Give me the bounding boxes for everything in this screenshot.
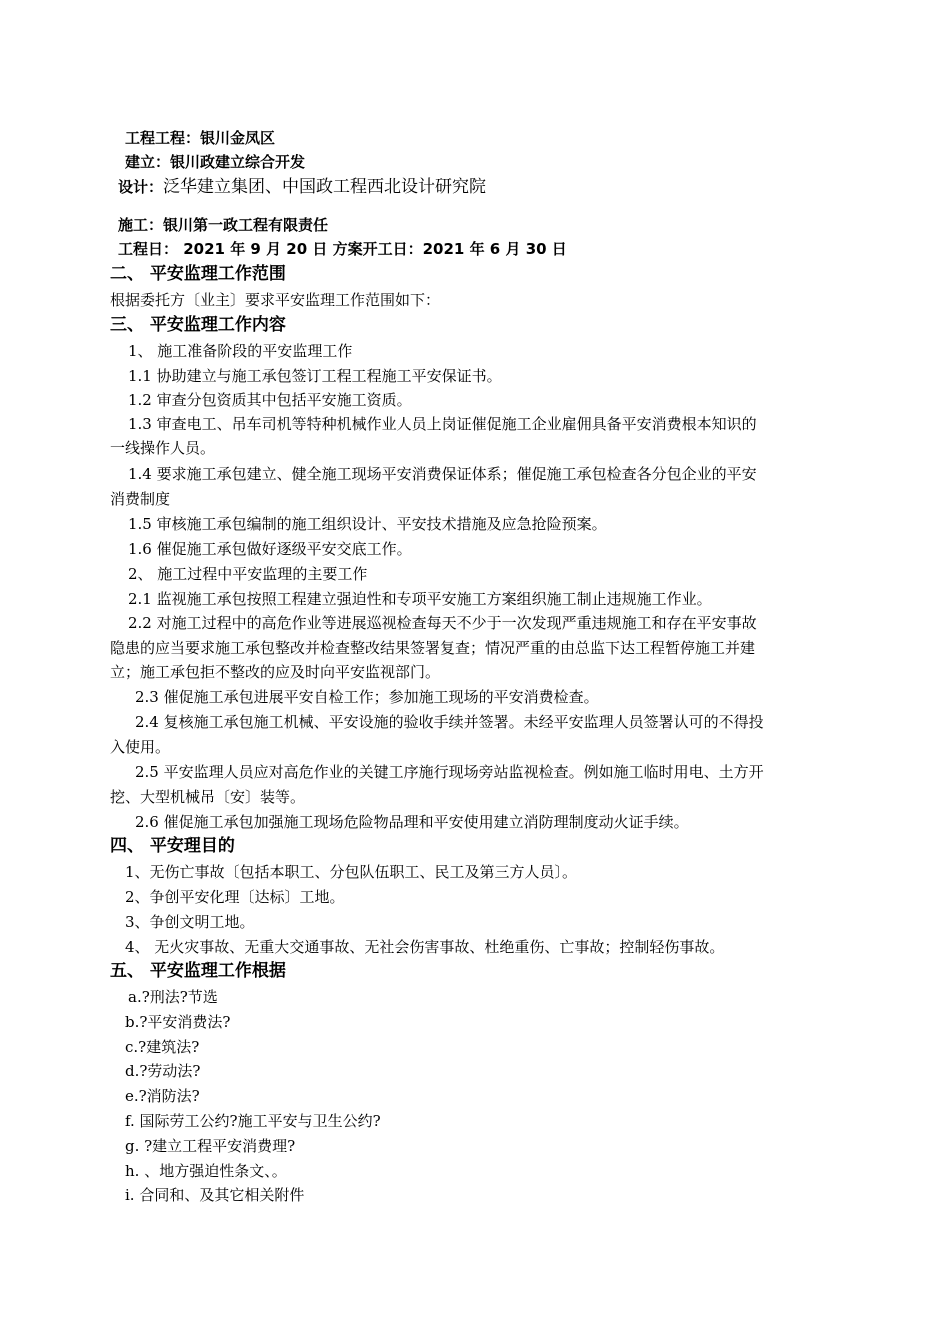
project-name: 工程工程：银川金凤区	[125, 129, 276, 147]
s3-line: 2.4 复核施工承包施工机械、平安设施的验收手续并签署。未经平安监理人员签署认可的不得投	[135, 713, 764, 731]
design-label: 设计：	[118, 178, 164, 196]
section-4-title: 四、 平安理目的	[110, 836, 235, 856]
s3-line: 隐患的应当要求施工承包整改并检查整改结果签署复查；情况严重的由总监下达工程暂停施工并建	[110, 639, 756, 657]
s3-line: 1、 施工准备阶段的平安监理工作	[128, 342, 353, 360]
s3-line: 2.2 对施工过程中的高危作业等进展巡视检查每天不少于一次发现严重违规施工和存在平安事故	[128, 614, 757, 632]
s5-line: c.?建筑法?	[125, 1038, 200, 1056]
s3-line: 2.1 监视施工承包按照工程建立强迫性和专项平安施工方案组织施工制止违规施工作业。	[128, 590, 712, 608]
s5-line: e.?消防法?	[125, 1087, 200, 1105]
s3-line: 消费制度	[110, 490, 171, 508]
s3-line: 1.2 审查分包资质其中包括平安施工资质。	[128, 391, 412, 409]
s5-line: i. 合同和、及其它相关附件	[125, 1186, 305, 1204]
section-2-title: 二、 平安监理工作范围	[110, 264, 286, 284]
s4-line: 3、争创文明工地。	[125, 913, 255, 931]
s5-line: a.?刑法?节选	[128, 988, 218, 1006]
section-5-title: 五、 平安监理工作根据	[110, 961, 286, 981]
s3-line: 2.5 平安监理人员应对高危作业的关键工序施行现场旁站监视检查。例如施工临时用电、土方开	[135, 763, 764, 781]
s3-line: 1.4 要求施工承包建立、健全施工现场平安消费保证体系；催促施工承包检查各分包企业的平安	[128, 465, 757, 483]
s3-line: 挖、大型机械吊〔安〕装等。	[110, 788, 306, 806]
project-construction: 施工：银川第一政工程有限责任	[118, 216, 329, 234]
s5-line: b.?平安消费法?	[125, 1013, 231, 1031]
s5-line: d.?劳动法?	[125, 1062, 201, 1080]
project-dates: 工程日： 2021 年 9 月 20 日 方案开工日：2021 年 6 月 30 日	[118, 240, 567, 258]
project-design	[118, 177, 486, 197]
s3-line: 1.1 协助建立与施工承包签订工程工程施工平安保证书。	[128, 367, 502, 385]
s5-line: h. 、地方强迫性条文、。	[125, 1162, 287, 1180]
s5-line: g. ?建立工程平安消费理?	[125, 1137, 296, 1155]
s4-line: 2、争创平安化理〔达标〕工地。	[125, 888, 345, 906]
s4-line: 1、无伤亡事故〔包括本职工、分包队伍职工、民工及第三方人员〕。	[125, 863, 578, 881]
s3-line: 1.6 催促施工承包做好逐级平安交底工作。	[128, 540, 412, 558]
s3-line: 2.3 催促施工承包进展平安自检工作；参加施工现场的平安消费检查。	[135, 688, 599, 706]
s3-line: 1.3 审查电工、吊车司机等特种机械作业人员上岗证催促施工企业雇佣具备平安消费根本知识的	[128, 415, 757, 433]
section-2-text: 根据委托方〔业主〕要求平安监理工作范围如下：	[110, 291, 441, 309]
s3-line: 1.5 审核施工承包编制的施工组织设计、平安技术措施及应急抢险预案。	[128, 515, 607, 533]
s3-line: 一线操作人员。	[110, 439, 216, 457]
s3-line: 2.6 催促施工承包加强施工现场危险物品理和平安使用建立消防理制度动火证手续。	[135, 813, 689, 831]
project-builder: 建立：银川政建立综合开发	[125, 153, 306, 171]
s3-line: 入使用。	[110, 738, 171, 756]
section-3-title: 三、 平安监理工作内容	[110, 315, 286, 335]
design-value: 泛华建立集团、中国政工程西北设计研究院	[163, 177, 487, 197]
s4-line: 4、 无火灾事故、无重大交通事故、无社会伤害事故、杜绝重伤、亡事故；控制轻伤事故。	[125, 938, 725, 956]
s3-line: 2、 施工过程中平安监理的主要工作	[128, 565, 368, 583]
s3-line: 立；施工承包拒不整改的应及时向平安监视部门。	[110, 663, 441, 681]
s5-line: f. 国际劳工公约?施工平安与卫生公约?	[125, 1112, 381, 1130]
